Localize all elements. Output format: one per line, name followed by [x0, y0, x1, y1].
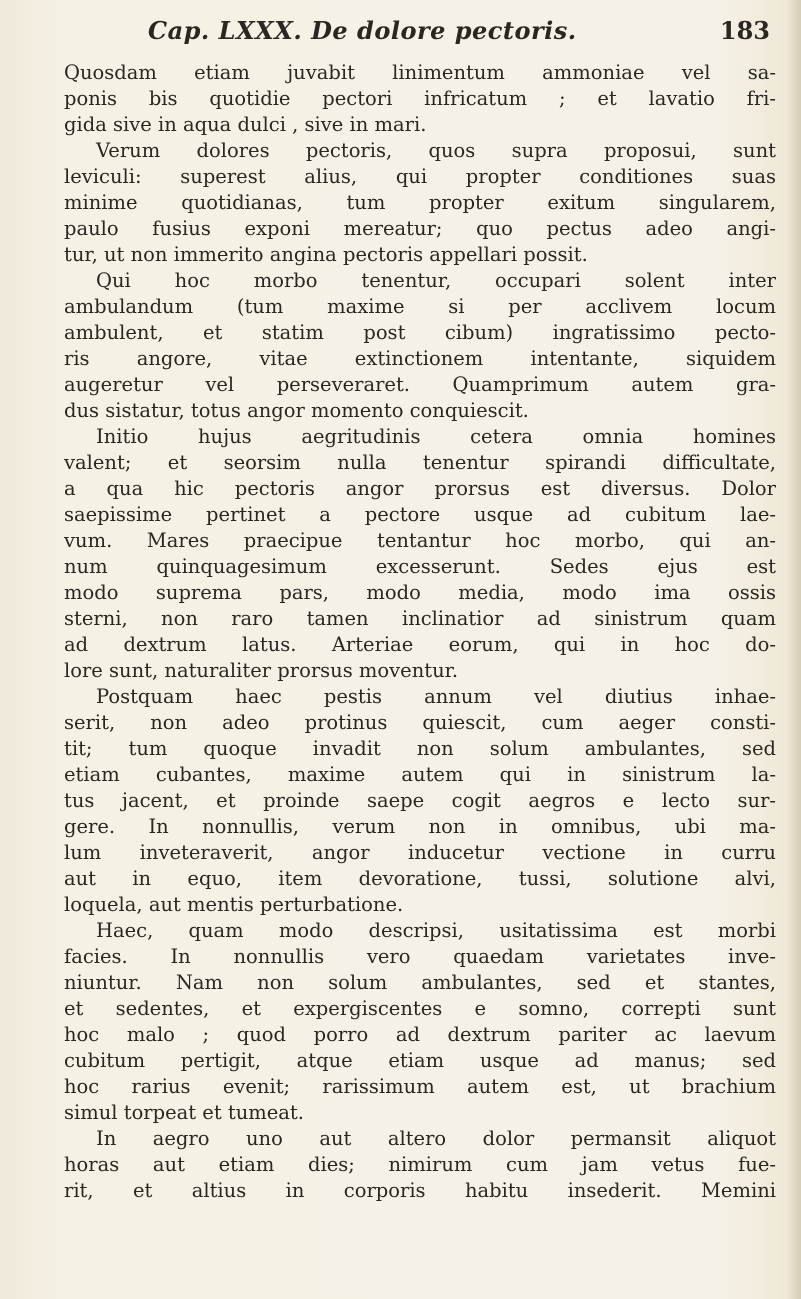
text-line: num quinquagesimum excesserunt. Sedes ejus est [64, 555, 776, 578]
text-line: ambulandum (tum maxime si per acclivem locum [64, 295, 776, 318]
text-line: paulo fusius exponi mereatur; quo pectus adeo angi- [64, 217, 776, 240]
text-line: a qua hic pectoris angor prorsus est diversus. Dolor [64, 477, 776, 500]
text-line: cubitum pertigit, atque etiam usque ad manus; sed [64, 1049, 776, 1072]
text-line: horas aut etiam dies; nimirum cum jam vetus fue- [64, 1153, 776, 1176]
text-line: gida sive in aqua dulci , sive in mari. [64, 113, 427, 136]
text-line: rit, et altius in corporis habitu insederit. Memini [64, 1179, 776, 1202]
text-line: niuntur. Nam non solum ambulantes, sed et stantes, [64, 971, 776, 994]
body-text [64, 60, 776, 1204]
text-line: simul torpeat et tumeat. [64, 1101, 304, 1124]
text-line: Initio hujus aegritudinis cetera omnia homines [96, 425, 776, 448]
text-line: Postquam haec pestis annum vel diutius inhae- [96, 685, 776, 708]
text-line: minime quotidianas, tum propter exitum singularem, [64, 191, 776, 214]
text-line: Quosdam etiam juvabit linimentum ammoniae vel sa- [64, 61, 776, 84]
text-line: gere. In nonnullis, verum non in omnibus, ubi ma- [64, 815, 776, 838]
text-line: loquela, aut mentis perturbatione. [64, 893, 404, 916]
text-line: tus jacent, et proinde saepe cogit aegros e lecto sur- [64, 789, 776, 812]
text-line: vum. Mares praecipue tentantur hoc morbo, qui an- [64, 529, 776, 552]
text-line: hoc rarius evenit; rarissimum autem est, ut brachium [64, 1075, 776, 1098]
text-line: saepissime pertinet a pectore usque ad cubitum lae- [64, 503, 776, 526]
text-line: tur, ut non immerito angina pectoris appellari possit. [64, 243, 588, 266]
text-line: leviculi: superest alius, qui propter conditiones suas [64, 165, 776, 188]
text-line: ponis bis quotidie pectori infricatum ; et lavatio fri- [64, 87, 776, 110]
text-line: ad dextrum latus. Arteriae eorum, qui in hoc do- [64, 633, 776, 656]
text-line: augeretur vel perseveraret. Quamprimum autem gra- [64, 373, 776, 396]
page-edge-shadow [787, 0, 801, 1299]
page-number: 183 [719, 16, 770, 45]
running-title: Cap. LXXX. De dolore pectoris. [148, 16, 577, 45]
text-line: dus sistatur, totus angor momento conquiescit. [64, 399, 529, 422]
text-line: Haec, quam modo descripsi, usitatissima est morbi [96, 919, 776, 942]
text-line: lore sunt, naturaliter prorsus moventur. [64, 659, 459, 682]
text-line: lum inveteraverit, angor inducetur vectione in curru [64, 841, 776, 864]
text-line: modo suprema pars, modo media, modo ima ossis [64, 581, 776, 604]
text-line: ris angore, vitae extinctionem intentante, siquidem [64, 347, 776, 370]
text-line: Verum dolores pectoris, quos supra proposui, sunt [96, 139, 776, 162]
text-line: facies. In nonnullis vero quaedam varietates inve- [64, 945, 776, 968]
text-line: tit; tum quoque invadit non solum ambulantes, sed [64, 737, 776, 760]
text-line: hoc malo ; quod porro ad dextrum pariter ac laevum [64, 1023, 776, 1046]
text-line: In aegro uno aut altero dolor permansit aliquot [96, 1127, 776, 1150]
text-line: aut in equo, item devoratione, tussi, solutione alvi, [64, 867, 776, 890]
page-header [60, 16, 770, 52]
text-line: sterni, non raro tamen inclinatior ad sinistrum quam [64, 607, 776, 630]
text-line: serit, non adeo protinus quiescit, cum aeger consti- [64, 711, 776, 734]
text-line: et sedentes, et expergiscentes e somno, correpti sunt [64, 997, 776, 1020]
text-line: ambulent, et statim post cibum) ingratissimo pecto- [64, 321, 776, 344]
text-line: valent; et seorsim nulla tenentur spirandi difficultate, [64, 451, 776, 474]
text-line: Qui hoc morbo tenentur, occupari solent inter [96, 269, 776, 292]
text-line: etiam cubantes, maxime autem qui in sinistrum la- [64, 763, 776, 786]
